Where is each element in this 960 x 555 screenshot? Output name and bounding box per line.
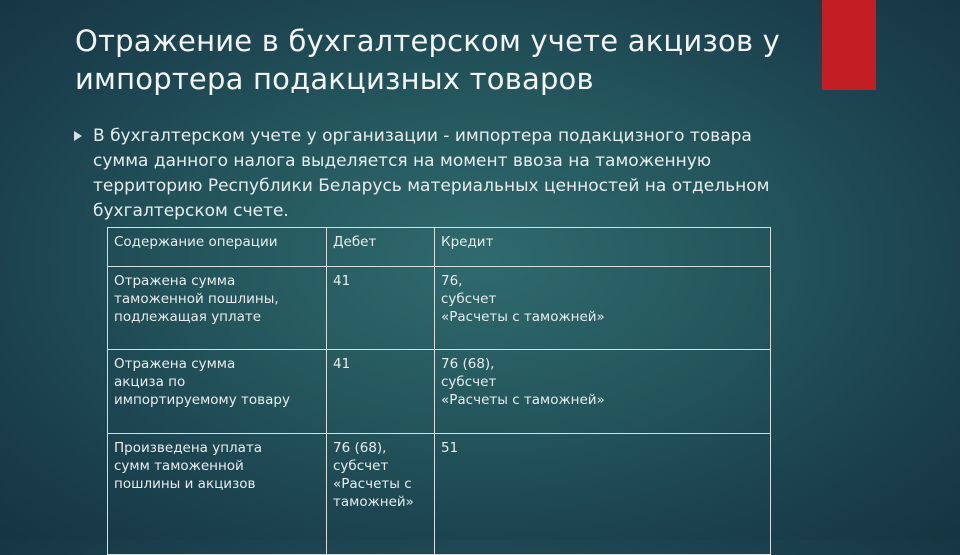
header-credit: Кредит: [435, 228, 771, 267]
cell-operation: Отражена сумма акциза по импортируемому товару: [108, 350, 327, 434]
cell-operation: Отражена сумма таможенной пошлины, подлежащая уплате: [108, 267, 327, 350]
header-operation: Содержание операции: [108, 228, 327, 267]
table-row: [108, 434, 771, 555]
body-paragraph: В бухгалтерском учете у организации - импортера подакцизного товара сумма данного налога выделяется на момент ввоза на таможенную территорию Республики Беларусь материальных ценностей на отдельном бухгалтерском счете.: [93, 126, 770, 221]
slide-title: Отражение в бухгалтерском учете акцизов у импортера подакцизных товаров: [75, 24, 781, 96]
arrow-bullet-icon: [74, 131, 82, 141]
table-header-row: [108, 228, 771, 267]
cell-credit: 76, субсчет «Расчеты с таможней»: [435, 267, 771, 350]
cell-debit: 41: [327, 267, 435, 350]
cell-debit: 41: [327, 350, 435, 434]
red-accent-bar: [822, 0, 876, 90]
cell-debit: 76 (68), субсчет «Расчеты с таможней»: [327, 434, 435, 555]
cell-credit: 51: [435, 434, 771, 555]
header-debit: Дебет: [327, 228, 435, 267]
cell-credit: 76 (68), субсчет «Расчеты с таможней»: [435, 350, 771, 434]
accounting-entries-table: [107, 227, 771, 555]
cell-operation: Произведена уплата сумм таможенной пошлины и акцизов: [108, 434, 327, 555]
table-row: [108, 350, 771, 434]
table-row: [108, 267, 771, 350]
